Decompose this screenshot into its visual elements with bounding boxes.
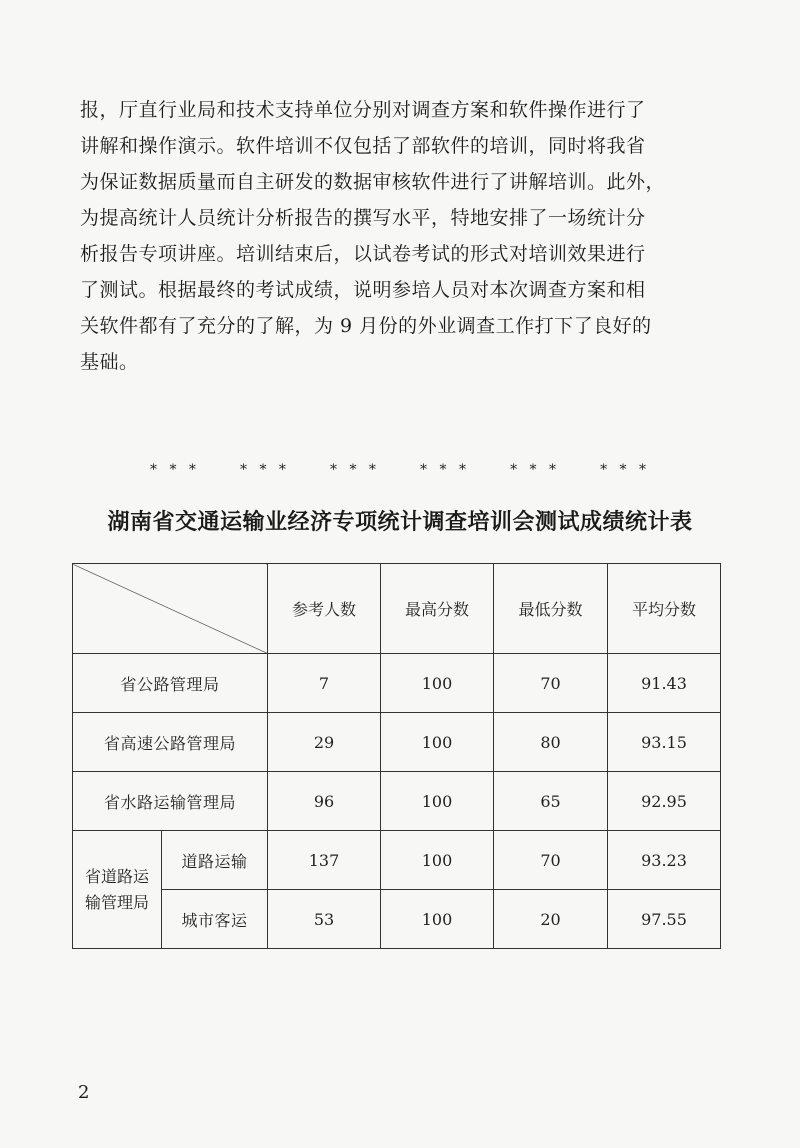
cell-max-score: 100: [381, 831, 494, 890]
cell-min-score: 80: [494, 713, 608, 772]
separator-mark: * * *: [600, 462, 650, 478]
body-line: 讲解和操作演示。软件培训不仅包括了部软件的培训，同时将我省: [80, 135, 646, 157]
merged-group-label: [73, 831, 162, 949]
merged-label-line: 输管理局: [84, 892, 149, 912]
header-avg-score: 平均分数: [608, 564, 721, 654]
diagonal-header-cell: [73, 564, 268, 654]
row-label: 省公路管理局: [73, 654, 268, 713]
sub-row-label: 道路运输: [162, 831, 268, 890]
body-line: 关软件都有了充分的了解，为 9 月份的外业调查工作打下了良好的: [80, 315, 652, 337]
table-row: [73, 831, 721, 890]
cell-participants: 7: [268, 654, 381, 713]
cell-avg-score: 92.95: [608, 772, 721, 831]
cell-min-score: 70: [494, 654, 608, 713]
cell-participants: 29: [268, 713, 381, 772]
cell-min-score: 65: [494, 772, 608, 831]
cell-avg-score: 91.43: [608, 654, 721, 713]
table-title: 湖南省交通运输业经济专项统计调查培训会测试成绩统计表: [107, 510, 693, 535]
table-row: [73, 772, 721, 831]
cell-min-score: 20: [494, 890, 608, 949]
table-header-row: [73, 564, 721, 654]
cell-avg-score: 93.15: [608, 713, 721, 772]
row-label: 省水路运输管理局: [73, 772, 268, 831]
cell-max-score: 100: [381, 772, 494, 831]
body-line: 为提高统计人员统计分析报告的撰写水平，特地安排了一场统计分: [80, 207, 646, 229]
cell-max-score: 100: [381, 654, 494, 713]
separator-mark: * * *: [150, 462, 200, 478]
merged-label-line: 省道路运: [84, 866, 149, 886]
cell-avg-score: 97.55: [608, 890, 721, 949]
sub-row-label: 城市客运: [162, 890, 268, 949]
cell-participants: 96: [268, 772, 381, 831]
body-paragraph: [80, 92, 720, 380]
cell-min-score: 70: [494, 831, 608, 890]
body-line: 报，厅直行业局和技术支持单位分别对调查方案和软件操作进行了: [80, 99, 646, 121]
cell-max-score: 100: [381, 890, 494, 949]
separator-mark: * * *: [420, 462, 470, 478]
header-min-score: 最低分数: [494, 564, 608, 654]
table-row: [73, 654, 721, 713]
body-line: 了测试。根据最终的考试成绩，说明参培人员对本次调查方案和相: [80, 279, 646, 301]
separator-mark: * * *: [330, 462, 380, 478]
body-line: 基础。: [80, 351, 139, 373]
page-number: 2: [78, 1082, 90, 1103]
cell-participants: 53: [268, 890, 381, 949]
cell-avg-score: 93.23: [608, 831, 721, 890]
body-line: 析报告专项讲座。培训结束后，以试卷考试的形式对培训效果进行: [80, 243, 646, 265]
section-separator: [150, 462, 650, 478]
header-max-score: 最高分数: [381, 564, 494, 654]
table-row: [73, 713, 721, 772]
score-statistics-table: [72, 563, 721, 949]
cell-max-score: 100: [381, 713, 494, 772]
table-row: [73, 890, 721, 949]
cell-participants: 137: [268, 831, 381, 890]
row-label: 省高速公路管理局: [73, 713, 268, 772]
header-participants: 参考人数: [268, 564, 381, 654]
separator-mark: * * *: [510, 462, 560, 478]
separator-mark: * * *: [240, 462, 290, 478]
body-line: 为保证数据质量而自主研发的数据审核软件进行了讲解培训。此外，: [80, 171, 666, 193]
